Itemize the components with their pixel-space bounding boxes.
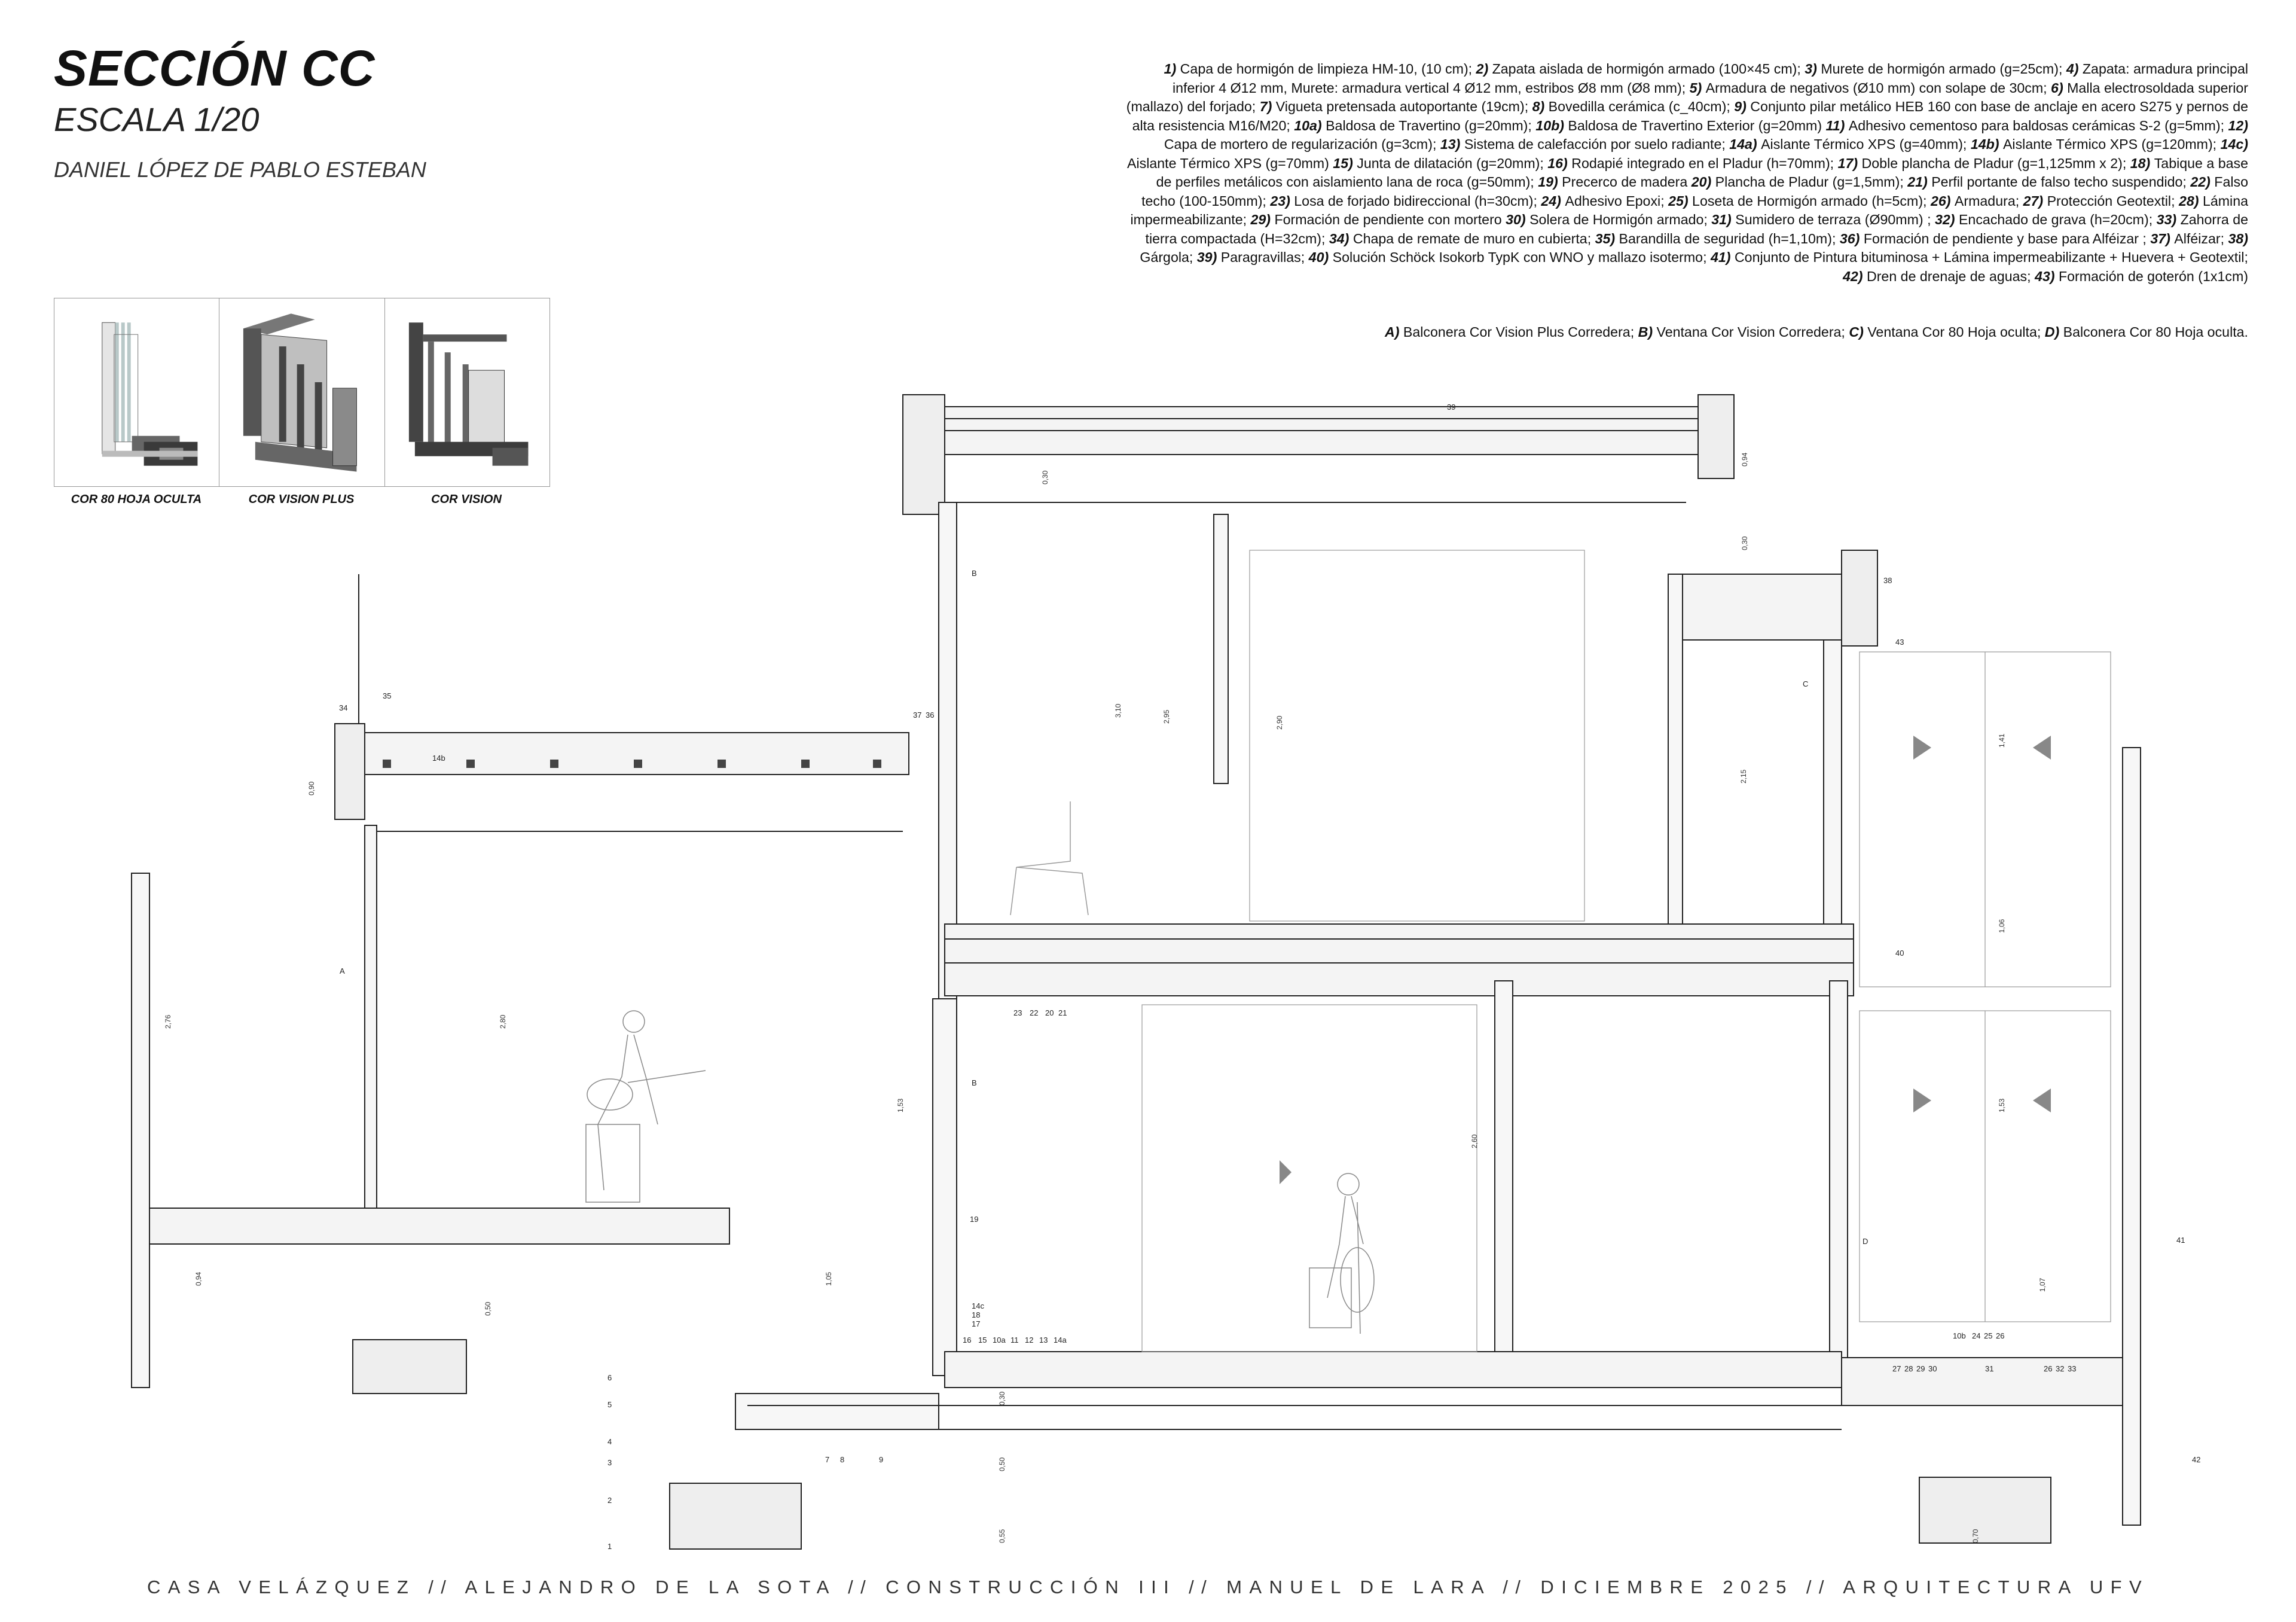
- legend-text: Baldosa de Travertino (g=20mm);: [1326, 117, 1536, 133]
- legend-code: 26): [1930, 193, 1955, 209]
- legend-text: Balconera Cor 80 Hoja oculta.: [2063, 324, 2248, 340]
- legend-text: Solera de Hormigón armado;: [1529, 212, 1712, 227]
- thumb-label-vision-plus: COR VISION PLUS: [248, 493, 355, 506]
- legend-code: 3): [1805, 61, 1821, 77]
- legend-code: 11): [1825, 117, 1849, 133]
- sheet-footer: CASA VELÁZQUEZ // ALEJANDRO DE LA SOTA // CONSTRUCCIÓN III // MANUEL DE LARA // DICIEMBRE 2025 // ARQUITECTURA UFV: [146, 1577, 2150, 1597]
- ground-partition: [1495, 981, 1513, 1364]
- legend-text: Formación de goterón (1x1cm): [2058, 268, 2248, 284]
- callout-28: 28: [1904, 1364, 1913, 1373]
- legend-code: 37): [2150, 230, 2175, 246]
- callout-B-lower: B: [972, 1078, 977, 1087]
- legend-code: B): [1638, 324, 1657, 340]
- legend-code: 2): [1476, 61, 1492, 77]
- right-retaining-wall: [2123, 748, 2141, 1525]
- callout-40: 40: [1895, 949, 1904, 958]
- legend-code: 10b): [1535, 117, 1568, 133]
- legend-text: Encachado de grava (h=20cm);: [1958, 212, 2157, 227]
- right-terrace-slab: [1842, 1358, 2123, 1405]
- callout-38: 38: [1883, 576, 1892, 585]
- callout-12: 12: [1025, 1336, 1034, 1344]
- callout-41: 41: [2176, 1236, 2185, 1245]
- callout-14c: 14c: [972, 1301, 984, 1310]
- legend-code: 17): [1837, 155, 1862, 171]
- foundation-center: [670, 1483, 801, 1549]
- callout-39: 39: [1447, 403, 1456, 411]
- dim-right-h4: 1,07: [2038, 1278, 2047, 1292]
- callout-29: 29: [1916, 1364, 1925, 1373]
- legend-code: 16): [1547, 155, 1572, 171]
- dim-right-h3: 1,53: [1998, 1098, 2006, 1112]
- callout-42: 42: [2192, 1455, 2201, 1464]
- dim-left-h1: 2,76: [164, 1014, 172, 1029]
- callout-23: 23: [1013, 1008, 1022, 1017]
- dim-left-h2: 2,80: [499, 1014, 507, 1029]
- legend-text: Ventana Cor Vision Corredera;: [1656, 324, 1849, 340]
- intermediate-slab: [945, 924, 1854, 996]
- callout-33: 33: [2068, 1364, 2077, 1373]
- callout-2: 2: [607, 1496, 612, 1505]
- legend-text: Malla electrosoldada superior (mallazo) del forjado;: [1126, 80, 2248, 114]
- legend-code: 4): [2066, 61, 2083, 77]
- upper-right-roof: [1674, 574, 1842, 640]
- legend-text: Sumidero de terraza (Ø90mm) ;: [1735, 212, 1935, 227]
- callout-9: 9: [879, 1455, 884, 1464]
- legend-code: 7): [1259, 99, 1276, 114]
- legend-code: 30): [1506, 212, 1530, 227]
- callout-14b: 14b: [432, 754, 445, 763]
- legend-text: Protección Geotextil;: [2047, 193, 2179, 209]
- legend-code: 15): [1333, 155, 1357, 171]
- legend-code: 8): [1532, 99, 1549, 114]
- legend-code: 5): [1689, 80, 1706, 96]
- callout-35: 35: [383, 691, 392, 700]
- legend-text: Aislante Térmico XPS (g=40mm);: [1761, 136, 1971, 152]
- callout-15: 15: [978, 1336, 987, 1344]
- legend-code: 36): [1839, 230, 1864, 246]
- callout-3: 3: [607, 1458, 612, 1467]
- callout-4: 4: [607, 1437, 612, 1446]
- upper-right-facade: [1824, 640, 1842, 957]
- left-terrace-slab: [149, 1208, 729, 1244]
- legend-text: Alféizar;: [2174, 230, 2228, 246]
- dim-roof-slab: 0,30: [1041, 470, 1049, 484]
- dim-left-slab: 0,90: [307, 781, 316, 795]
- legend-code: 10a): [1294, 117, 1326, 133]
- legend-text: Armadura;: [1954, 193, 2023, 209]
- legend-text: Conjunto de Pintura bituminosa + Lámina impermeabilizante + Huevera + Geotextil;: [1734, 249, 2248, 265]
- legend-text: Armadura de negativos (Ø10 mm) con solape de 30cm;: [1705, 80, 2051, 96]
- legend-code: 21): [1907, 174, 1932, 190]
- callout-8: 8: [840, 1455, 845, 1464]
- callout-27: 27: [1892, 1364, 1901, 1373]
- callout-22: 22: [1030, 1008, 1039, 1017]
- callout-A: A: [340, 967, 345, 975]
- legend-text: Sistema de calefacción por suelo radiante;: [1464, 136, 1730, 152]
- legend-code: 14c): [2220, 136, 2248, 152]
- dim-right-h2: 1,06: [1998, 919, 2006, 933]
- left-roof-parapet: [335, 724, 365, 819]
- upper-partition: [1214, 514, 1228, 783]
- legend-text: Lámina impermeabilizante;: [1130, 193, 2248, 227]
- legend-code: 43): [2035, 268, 2059, 284]
- foundation-wall: [735, 1394, 939, 1429]
- legend-text: Dren de drenaje de aguas;: [1866, 268, 2035, 284]
- legend-text: Rodapié integrado en el Pladur (h=70mm);: [1571, 155, 1838, 171]
- left-retaining-wall: [132, 873, 149, 1388]
- dim-upper-h4: 2,15: [1739, 769, 1748, 783]
- callout-32: 32: [2056, 1364, 2065, 1373]
- legend-code: 22): [2190, 174, 2215, 190]
- callout-17: 17: [972, 1319, 981, 1328]
- dim-ground-h1: 1,53: [896, 1098, 905, 1112]
- dim-upper-h1: 3,10: [1114, 703, 1122, 718]
- legend-text: Zapata aislada de hormigón armado (100×45 cm);: [1492, 61, 1805, 77]
- legend-code: 40): [1308, 249, 1333, 265]
- legend-code: 14a): [1729, 136, 1761, 152]
- legend-text: Formación de pendiente y base para Alféizar ;: [1863, 230, 2151, 246]
- legend-text: Junta de dilatación (g=20mm);: [1357, 155, 1548, 171]
- callout-14a: 14a: [1054, 1336, 1067, 1344]
- legend-text: Capa de mortero de regularización (g=3cm);: [1164, 136, 1440, 152]
- sheet-title: SECCIÓN CC: [54, 40, 375, 96]
- callout-24: 24: [1972, 1331, 1981, 1340]
- legend-code: 23): [1270, 193, 1294, 209]
- dim-right-h1: 1,41: [1998, 733, 2006, 748]
- callout-37: 37: [913, 711, 922, 719]
- callout-30: 30: [1928, 1364, 1937, 1373]
- legend-code: 33): [2156, 212, 2181, 227]
- legend-text: Doble plancha de Pladur (g=1,125mm x 2);: [1861, 155, 2130, 171]
- upper-right-parapet: [1842, 550, 1877, 646]
- legend-code: 32): [1935, 212, 1959, 227]
- legend-text: Conjunto pilar metálico HEB 160 con base de anclaje en acero S275 y pernos de alta resistencia M16/M20;: [1132, 99, 2248, 133]
- sheet-scale: ESCALA 1/20: [54, 100, 259, 138]
- left-facade: [365, 825, 377, 1208]
- figure-chair: [1010, 801, 1088, 915]
- legend-code: 25): [1668, 193, 1693, 209]
- legend-code: 39): [1196, 249, 1221, 265]
- legend-code: 24): [1541, 193, 1565, 209]
- legend-code: 41): [1710, 249, 1735, 265]
- sheet-author: DANIEL LÓPEZ DE PABLO ESTEBAN: [54, 157, 426, 182]
- legend-text: Plancha de Pladur (g=1,5mm);: [1715, 174, 1908, 190]
- legend-code: 6): [2051, 80, 2068, 96]
- dim-ground-h3: 0,50: [484, 1301, 492, 1316]
- callout-25: 25: [1984, 1331, 1993, 1340]
- legend-text: Vigueta pretensada autoportante (19cm);: [1275, 99, 1532, 114]
- legend-code: 18): [2130, 155, 2154, 171]
- legend-text: Bovedilla cerámica (c_40cm);: [1548, 99, 1735, 114]
- callout-10b: 10b: [1953, 1331, 1966, 1340]
- foundation-right: [1919, 1477, 2051, 1543]
- legend-code: 34): [1329, 230, 1353, 246]
- callout-16: 16: [963, 1336, 972, 1344]
- dim-ground-h4: 2,60: [1470, 1134, 1479, 1148]
- callout-19: 19: [970, 1215, 979, 1224]
- legend-code: 28): [2178, 193, 2203, 209]
- ground-right-wall: [1830, 981, 1848, 1364]
- callout-31: 31: [1985, 1364, 1994, 1373]
- upper-right-wall: [1668, 574, 1683, 939]
- callout-1: 1: [607, 1542, 612, 1551]
- callout-18: 18: [972, 1310, 981, 1319]
- callout-43: 43: [1895, 638, 1904, 647]
- callout-B-upper: B: [972, 569, 977, 578]
- ground-slab: [945, 1352, 1842, 1388]
- legend-code: A): [1385, 324, 1403, 340]
- legend-code: 20): [1691, 174, 1715, 190]
- legend-text: Aislante Térmico XPS (g=120mm);: [2002, 136, 2221, 152]
- legend-text: Perfil portante de falso techo suspendido;: [1931, 174, 2191, 190]
- thumb-label-vision: COR VISION: [431, 493, 502, 506]
- legend-code: 35): [1595, 230, 1619, 246]
- legend-code: 1): [1164, 61, 1180, 77]
- dim-right-found: 0,70: [1971, 1529, 1980, 1543]
- legend-code: 29): [1250, 212, 1275, 227]
- legend-text: Zapata: armadura principal inferior 4 Ø12 mm, Murete: armadura vertical 4 Ø12 mm, estribos Ø8 mm (Ø8 mm);: [1172, 61, 2248, 96]
- legend-text: Adhesivo cementoso para baldosas cerámicas S-2 (g=5mm);: [1848, 117, 2228, 133]
- legend-text: Zahorra de tierra compactada (H=32cm);: [1145, 212, 2248, 246]
- legend-text: Solución Schöck Isokorb TypK con WNO y mallazo isotermo;: [1332, 249, 1711, 265]
- callout-26: 26: [1996, 1331, 2005, 1340]
- dim-ground-h2: 1,05: [825, 1272, 833, 1286]
- callout-C: C: [1803, 679, 1809, 688]
- legend-text: Falso techo (100-150mm);: [1141, 174, 2248, 209]
- legend-text: Loseta de Hormigón armado (h=5cm);: [1692, 193, 1931, 209]
- legend-code: C): [1849, 324, 1868, 340]
- foundation-left: [353, 1340, 466, 1394]
- callout-7: 7: [825, 1455, 830, 1464]
- callout-5: 5: [607, 1400, 612, 1409]
- upper-roof-parapet-left: [903, 395, 945, 514]
- legend-code: 27): [2023, 193, 2047, 209]
- legend-code: 12): [2228, 117, 2248, 133]
- legend-code: D): [2044, 324, 2063, 340]
- callout-36: 36: [926, 711, 935, 719]
- ground-left-wall: [933, 999, 957, 1376]
- legend-text: Adhesivo Epoxi;: [1565, 193, 1669, 209]
- dim-found-3: 0,55: [998, 1529, 1006, 1543]
- figure-guitarist: [586, 1011, 706, 1202]
- legend-code: 14b): [1970, 136, 2003, 152]
- legend-text: Gárgola;: [1140, 249, 1197, 265]
- dim-found-1: 0,30: [998, 1391, 1006, 1405]
- thumb-label-cor80: COR 80 HOJA OCULTA: [71, 493, 202, 506]
- dim-upper-h3: 2,90: [1275, 715, 1284, 730]
- dim-upper-roof-left: 0,94: [1741, 452, 1749, 467]
- legend-text: Paragravillas;: [1220, 249, 1309, 265]
- dim-left-base: 0,94: [194, 1272, 203, 1286]
- legend-text: Tabique a base de perfiles metálicos con aislamiento lana de roca (g=50mm);: [1156, 155, 2248, 190]
- legend-text: Murete de hormigón armado (g=25cm);: [1821, 61, 2066, 77]
- callout-10a: 10a: [993, 1336, 1006, 1344]
- legend-text: Formación de pendiente con mortero: [1274, 212, 1506, 227]
- figure-cellist: [1309, 1173, 1374, 1334]
- callout-26-right: 26: [2044, 1364, 2053, 1373]
- legend-code: 38): [2228, 230, 2248, 246]
- legend-text: Chapa de remate de muro en cubierta;: [1352, 230, 1595, 246]
- callout-13: 13: [1039, 1336, 1048, 1344]
- legend-text: Capa de hormigón de limpieza HM-10, (10 cm);: [1180, 61, 1476, 77]
- callout-6: 6: [607, 1373, 612, 1382]
- callout-D: D: [1863, 1237, 1868, 1246]
- legend-code: 31): [1711, 212, 1736, 227]
- upper-roof-parapet-right: [1698, 395, 1734, 478]
- legend-code: 19): [1538, 174, 1562, 190]
- legend-text: Precerco de madera: [1562, 174, 1692, 190]
- legend-text: Aislante Térmico XPS (g=70mm): [1127, 155, 1333, 171]
- dim-found-2: 0,50: [998, 1457, 1006, 1471]
- legend-code: 42): [1843, 268, 1867, 284]
- legend-text: Ventana Cor 80 Hoja oculta;: [1867, 324, 2045, 340]
- legend-text: Balconera Cor Vision Plus Corredera;: [1403, 324, 1638, 340]
- legend-code: 13): [1440, 136, 1464, 152]
- legend-code: 9): [1734, 99, 1751, 114]
- callout-21: 21: [1058, 1008, 1067, 1017]
- callout-20: 20: [1045, 1008, 1054, 1017]
- callout-34: 34: [339, 703, 348, 712]
- callout-11: 11: [1010, 1336, 1019, 1344]
- legend-text: Losa de forjado bidireccional (h=30cm);: [1294, 193, 1541, 209]
- legend-text: Baldosa de Travertino Exterior (g=20mm): [1568, 117, 1826, 133]
- dim-upper-roof-right: 0,30: [1741, 536, 1749, 550]
- legend-text: Barandilla de seguridad (h=1,10m);: [1619, 230, 1840, 246]
- dim-upper-h2: 2,95: [1162, 709, 1171, 724]
